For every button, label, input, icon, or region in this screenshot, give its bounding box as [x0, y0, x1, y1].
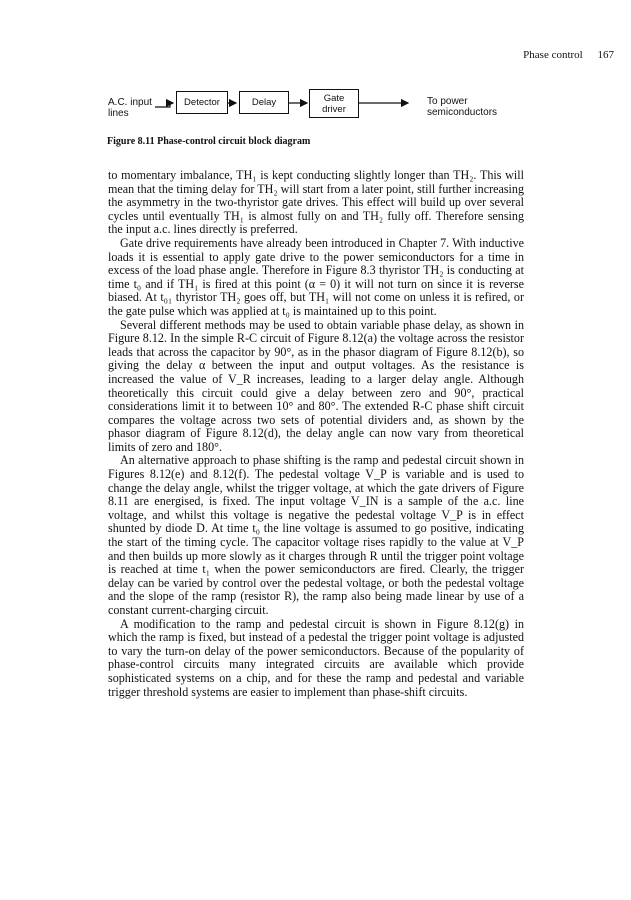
output-label — [427, 96, 497, 118]
gate-driver-line2: driver — [322, 103, 346, 115]
gate-driver-block — [309, 89, 359, 118]
block-diagram — [0, 0, 631, 140]
running-title: Phase control — [523, 49, 583, 61]
output-label-line1: To power — [427, 96, 468, 107]
delay-block: Delay — [239, 91, 289, 114]
gate-driver-line1: Gate — [323, 92, 345, 104]
diagram-connectors — [0, 0, 631, 140]
input-label-line1: A.C. input — [108, 97, 152, 108]
figure-caption: Figure 8.11 Phase-control circuit block diagram — [107, 136, 311, 147]
input-line — [155, 103, 173, 107]
input-label — [108, 97, 152, 119]
detector-block: Detector — [176, 91, 228, 114]
body-text — [108, 169, 524, 699]
paragraph-4: An alternative approach to phase shifting is the ramp and pedestal circuit shown in Figures 8.12(e) and 8.12(f). The pedestal voltage V_P is variable and is used to change the delay angle, whilst the trigger voltage, at which the gate drivers of Figure 8.11 are energised, is fixed. The input voltage V_IN is a sample of the a.c. line voltage, and whilst this voltage is negative the pedestal voltage V_P is in effect shunted by diode D. At time t₀ the line voltage is assumed to go positive, indicating the start of the timing cycle. The capacitor voltage rises rapidly to the value at V_P and then builds up more slowly as it charges through R until the trigger point voltage is reached at time t₁ when the power semiconductors are fired. Clearly, the trigger delay can be varied by control over the pedestal voltage, or both the pedestal voltage and the slope of the ramp (resistor R), the ramp also being made linear by use of a constant current-charging circuit. — [108, 453, 524, 617]
paragraph-3: Several different methods may be used to obtain variable phase delay, as shown in Figure 8.12. In the simple R-C circuit of Figure 8.12(a) the voltage across the resistor leads that across the capacitor by 90°, as in the phasor diagram of Figure 8.12(b), so giving the delay α between the input and output voltages. As the resistance is increased the value of V_R increases, leading to a larger delay angle. Although theoretically this circuit could give a delay between zero and 90°, practical considerations limit it to between 10° and 80°. The extended R-C phase shift circuit compares the voltage across two sets of potential dividers and, as shown by the phasor diagram of Figure 8.12(d), the delay angle can now vary from theoretical limits of zero and 180°. — [108, 317, 524, 454]
paragraph-1: to momentary imbalance, TH₁ is kept conducting slightly longer than TH₂. This will mean that the timing delay for TH₂ will start from a later point, still further increasing the asymmetry in the two-thyristor gate drives. This effect will build up over several cycles until eventually TH₁ is almost fully on and TH₂ fully off. Therefore sensing the input a.c. lines directly is preferred. — [108, 168, 524, 237]
input-label-line2: lines — [108, 108, 129, 119]
output-label-line2: semiconductors — [427, 107, 498, 118]
page-number: 167 — [597, 49, 614, 61]
paragraph-2: Gate drive requirements have already been introduced in Chapter 7. With inductive loads it is essential to apply gate drive to the power semiconductors for a time in excess of the load phase angle. Therefore in Figure 8.3 thyristor TH₂ is conducting at time t₀ and if TH₁ is fired at this point (α = 0) it will not turn on since it is reverse biased. At t₀₁ thyristor TH₂ goes off, but TH₁ will not come on unless it is refired, or the gate pulse which was applied at t₀ is maintained up to this point. — [108, 235, 524, 318]
paragraph-5: A modification to the ramp and pedestal circuit is shown in Figure 8.12(g) in which the ramp is fixed, but instead of a pedestal the trigger point voltage is adjusted to vary the turn-on delay of the power semiconductors. Because of the popularity of phase-control circuits many integrated circuits are available which provide sophisticated systems on a chip, and for these the ramp and pedestal and variable trigger threshold systems are easier to implement than phase-shift circuits. — [108, 616, 524, 699]
